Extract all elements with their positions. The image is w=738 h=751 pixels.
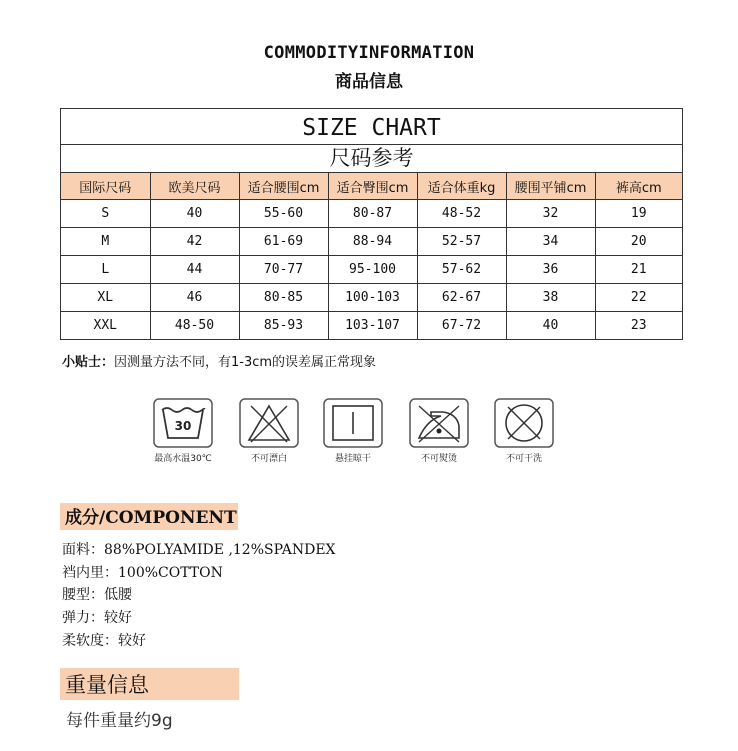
table-cell: 46 [150, 284, 239, 312]
table-cell: 21 [595, 256, 682, 284]
table-cell: 62-67 [417, 284, 506, 312]
table-row [61, 284, 682, 312]
column-header: 裤高cm [595, 173, 682, 200]
table-cell: 103-107 [328, 312, 417, 340]
column-header: 国际尺码 [61, 173, 150, 200]
table-cell: 55-60 [239, 200, 328, 228]
component-line: 裆内里：100%COTTON [62, 565, 223, 581]
table-cell: 80-87 [328, 200, 417, 228]
care-label: 不可熨烫 [420, 454, 457, 464]
table-cell: L [61, 256, 150, 284]
table-cell: 40 [150, 200, 239, 228]
care-label: 最高水温30℃ [154, 454, 212, 464]
table-cell: M [61, 228, 150, 256]
component-line: 面料：88%POLYAMIDE ,12%SPANDEX [62, 542, 336, 558]
wash-temperature-number: 30 [174, 419, 192, 433]
care-label: 不可漂白 [250, 454, 287, 464]
no-bleach-icon [239, 398, 299, 448]
care-label: 不可干洗 [505, 454, 542, 464]
care-hang-dry [313, 398, 393, 464]
header-title-cn: 商品信息 [335, 72, 403, 92]
column-header: 适合臀围cm [328, 173, 417, 200]
table-cell: 95-100 [328, 256, 417, 284]
care-wash-30 [143, 398, 223, 464]
tip-text: 因测量方法不同，有1-3cm的误差属正常现象 [114, 355, 377, 370]
table-row [61, 228, 682, 256]
table-row [61, 256, 682, 284]
table-cell: 70-77 [239, 256, 328, 284]
table-cell: S [61, 200, 150, 228]
size-chart [60, 108, 683, 340]
table-cell: 61-69 [239, 228, 328, 256]
column-header: 腰围平铺cm [506, 173, 595, 200]
table-cell: 20 [595, 228, 682, 256]
header-title-en: COMMODITYINFORMATION [263, 43, 475, 63]
no-iron-icon [409, 398, 469, 448]
care-no-iron [399, 398, 479, 464]
column-header: 适合体重kg [417, 173, 506, 200]
care-no-bleach [229, 398, 309, 464]
component-line: 柔软度：较好 [62, 633, 146, 649]
table-cell: 80-85 [239, 284, 328, 312]
tip-label: 小贴士： [62, 355, 115, 370]
table-cell: 42 [150, 228, 239, 256]
table-cell: 22 [595, 284, 682, 312]
table-row [61, 200, 682, 228]
wash-30-icon [153, 398, 213, 448]
component-line: 弹力：较好 [62, 610, 132, 626]
table-cell: 23 [595, 312, 682, 340]
component-line: 腰型：低腰 [62, 587, 132, 603]
table-row [61, 312, 682, 340]
table-cell: 40 [506, 312, 595, 340]
size-chart-title-en: SIZE CHART [61, 109, 682, 145]
table-cell: 19 [595, 200, 682, 228]
table-cell: 100-103 [328, 284, 417, 312]
weight-section-title: 重量信息 [60, 668, 239, 700]
table-cell: 38 [506, 284, 595, 312]
table-cell: 57-62 [417, 256, 506, 284]
table-cell: XL [61, 284, 150, 312]
table-cell: 36 [506, 256, 595, 284]
weight-text: 每件重量约9g [66, 711, 173, 731]
table-cell: 34 [506, 228, 595, 256]
table-cell: XXL [61, 312, 150, 340]
table-cell: 85-93 [239, 312, 328, 340]
table-cell: 88-94 [328, 228, 417, 256]
hang-dry-icon [323, 398, 383, 448]
table-header-row [61, 173, 682, 200]
measurement-tip [62, 351, 376, 370]
care-no-dry-clean [484, 398, 564, 464]
size-table [61, 173, 682, 339]
table-cell: 52-57 [417, 228, 506, 256]
column-header: 欧美尺码 [150, 173, 239, 200]
care-label: 悬挂晾干 [334, 454, 371, 464]
table-cell: 48-52 [417, 200, 506, 228]
size-chart-title-cn: 尺码参考 [61, 144, 682, 173]
component-section-title: 成分/COMPONENT [60, 503, 238, 530]
table-cell: 48-50 [150, 312, 239, 340]
no-dry-clean-icon [494, 398, 554, 448]
table-cell: 44 [150, 256, 239, 284]
column-header: 适合腰围cm [239, 173, 328, 200]
table-cell: 67-72 [417, 312, 506, 340]
table-cell: 32 [506, 200, 595, 228]
